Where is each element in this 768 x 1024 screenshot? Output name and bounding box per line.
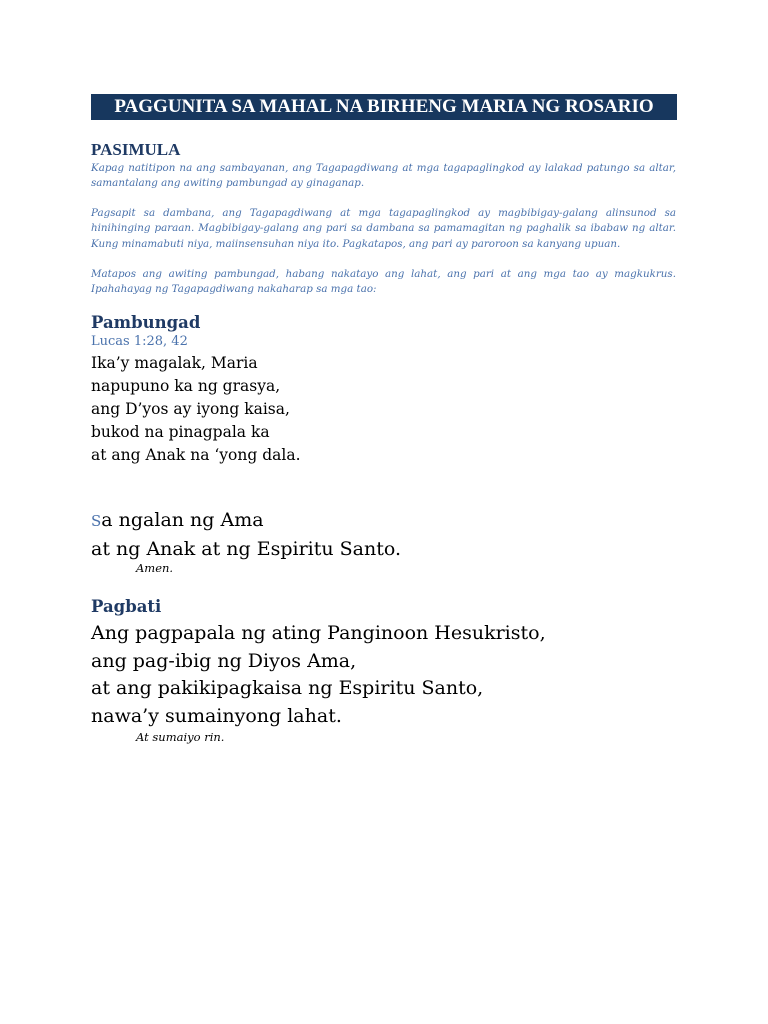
response-amen: Amen. — [136, 561, 174, 575]
greeting-line: ang pag-ibig ng Diyos Ama, — [91, 649, 357, 672]
rubric-paragraph: Matapos ang awiting pambungad, habang nakatayo ang lahat, ang pari at ang mga tao ay magkukrus. Ipahahayag ng Tagapagdiwang nakaharap sa mga tao: — [91, 268, 676, 296]
heading-pasimula: PASIMULA — [91, 140, 181, 159]
antiphon-line: bukod na pinagpala ka — [91, 423, 270, 441]
sign-of-cross — [91, 506, 401, 563]
entrance-antiphon — [91, 352, 301, 467]
response-at-sumaiyo-rin: At sumaiyo rin. — [136, 730, 225, 744]
greeting — [91, 620, 546, 730]
rubric-paragraph: Pagsapit sa dambana, ang Tagapagdiwang at mga tagapaglingkod ay magbibigay-galang alinsunod sa hinihinging paraan. Magbibigay-galang ang pari sa dambana sa pamamagitan ng paghalik sa ibabaw ng altar. Kung minamabuti niya, maiinsensuhan niya ito. Pagkatapos, ang pari ay paroroon sa kanyang upuan. — [91, 207, 676, 250]
scripture-reference: Lucas 1:28, 42 — [91, 334, 188, 349]
heading-pagbati: Pagbati — [91, 597, 162, 616]
heading-pambungad: Pambungad — [91, 313, 201, 332]
antiphon-line: Ika’y magalak, Maria — [91, 354, 258, 372]
sign-of-cross-line — [91, 506, 401, 535]
antiphon-line: ang D’yos ay iyong kaisa, — [91, 400, 290, 418]
sign-of-cross-line-text: a ngalan ng Ama — [101, 509, 264, 531]
greeting-line: nawa’y sumainyong lahat. — [91, 704, 342, 727]
antiphon-line: at ang Anak na ‘yong dala. — [91, 446, 301, 464]
document-title: PAGGUNITA SA MAHAL NA BIRHENG MARIA NG ROSARIO — [91, 94, 677, 120]
greeting-line: Ang pagpapala ng ating Panginoon Hesukristo, — [91, 622, 546, 644]
sign-of-cross-line: at ng Anak at ng Espiritu Santo. — [91, 538, 402, 560]
greeting-line: at ang pakikipagkaisa ng Espiritu Santo, — [91, 677, 484, 700]
antiphon-line: napupuno ka ng grasya, — [91, 377, 281, 395]
drop-initial: S — [91, 512, 102, 530]
rubric-paragraph: Kapag natitipon na ang sambayanan, ang Tagapagdiwang at mga tagapaglingkod ay lalakad patungo sa altar, samantalang ang awiting pambungad ay ginaganap. — [91, 162, 676, 190]
